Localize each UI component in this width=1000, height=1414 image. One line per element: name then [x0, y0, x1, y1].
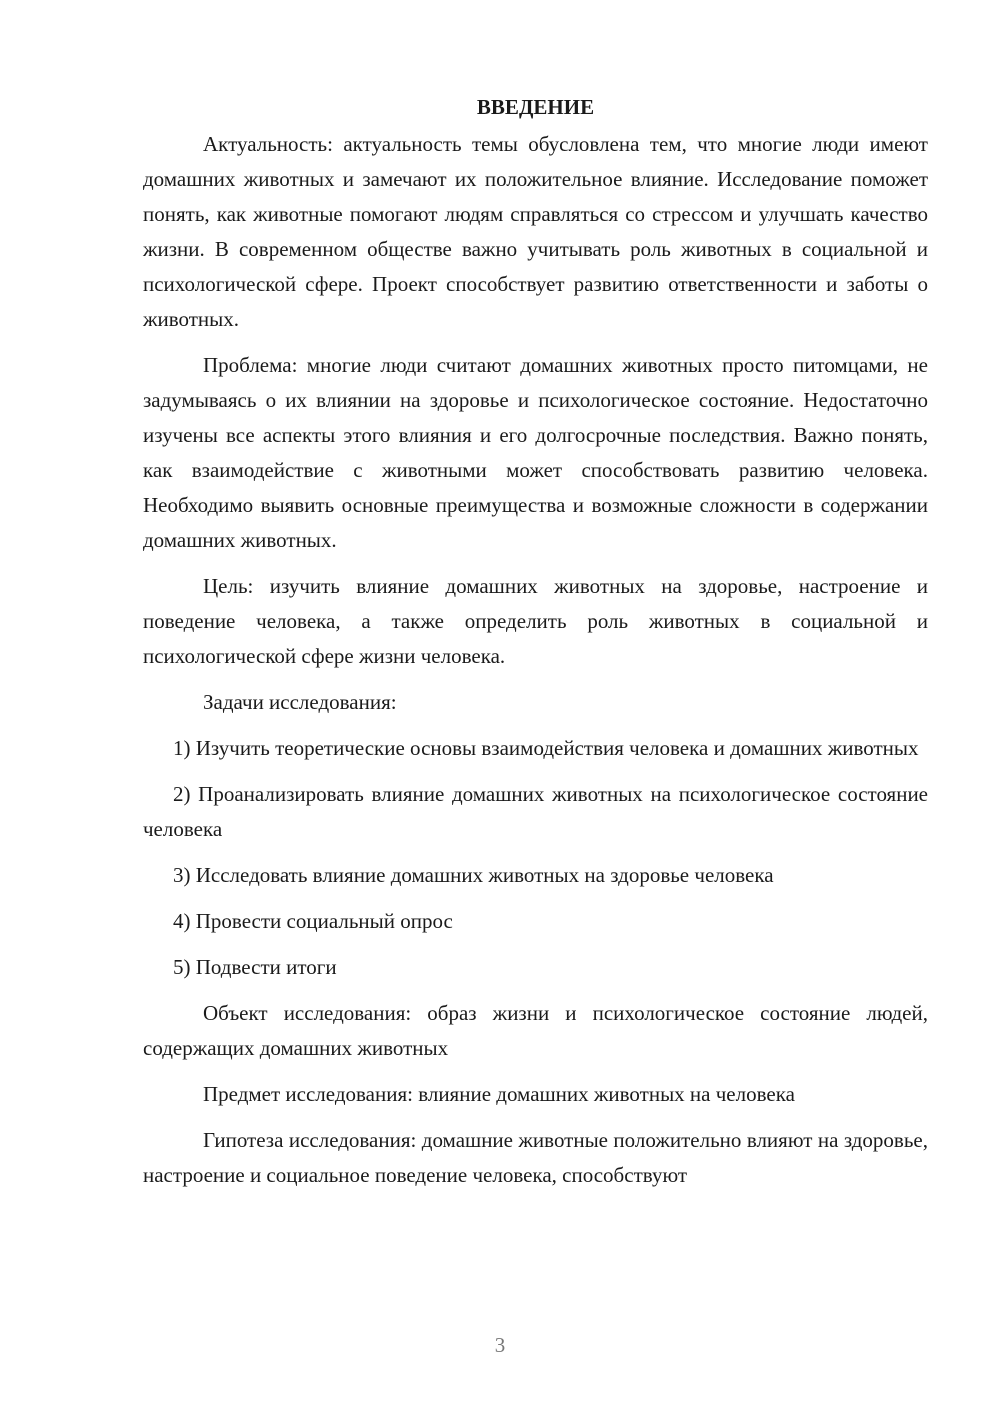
paragraph-hypothesis: Гипотеза исследования: домашние животные положительно влияют на здоровье, настроение и социальное поведение человека, способствуют: [143, 1128, 928, 1187]
task-item-1: 1) Изучить теоретические основы взаимодействия человека и домашних животных: [173, 736, 919, 760]
task-item-4: 4) Провести социальный опрос: [173, 909, 453, 933]
page-number: 3: [494, 1333, 506, 1357]
paragraph-subject: Предмет исследования: влияние домашних животных на человека: [203, 1082, 795, 1106]
paragraph-tasks-heading: Задачи исследования:: [203, 690, 397, 714]
document-page: [143, 90, 928, 1204]
paragraph-problem: Проблема: многие люди считают домашних животных просто питомцами, не задумываясь о их влиянии на здоровье и психологическое состояние. Недостаточно изучены все аспекты этого влияния и его долгосрочные последствия. Важно понять, как взаимодействие с животными может способствовать развитию человека. Необходимо выявить основные преимущества и возможные сложности в содержании домашних животных.: [143, 353, 928, 552]
task-item-5: 5) Подвести итоги: [173, 955, 337, 979]
section-title: ВВЕДЕНИЕ: [476, 95, 595, 119]
paragraph-relevance: Актуальность: актуальность темы обусловлена тем, что многие люди имеют домашних животных и замечают их положительное влияние. Исследование поможет понять, как животные помогают людям справляться со стрессом и улучшать качество жизни. В современном обществе важно учитывать роль животных в социальной и психологической сфере. Проект способствует развитию ответственности и заботы о животных.: [143, 132, 928, 331]
paragraph-object: Объект исследования: образ жизни и психологическое состояние людей, содержащих домашних животных: [143, 1001, 928, 1060]
task-item-3: 3) Исследовать влияние домашних животных на здоровье человека: [173, 863, 774, 887]
paragraph-goal: Цель: изучить влияние домашних животных на здоровье, настроение и поведение человека, а также определить роль животных в социальной и психологической сфере жизни человека.: [143, 574, 928, 668]
task-item-2: 2) Проанализировать влияние домашних животных на психологическое состояние человека: [143, 782, 928, 841]
